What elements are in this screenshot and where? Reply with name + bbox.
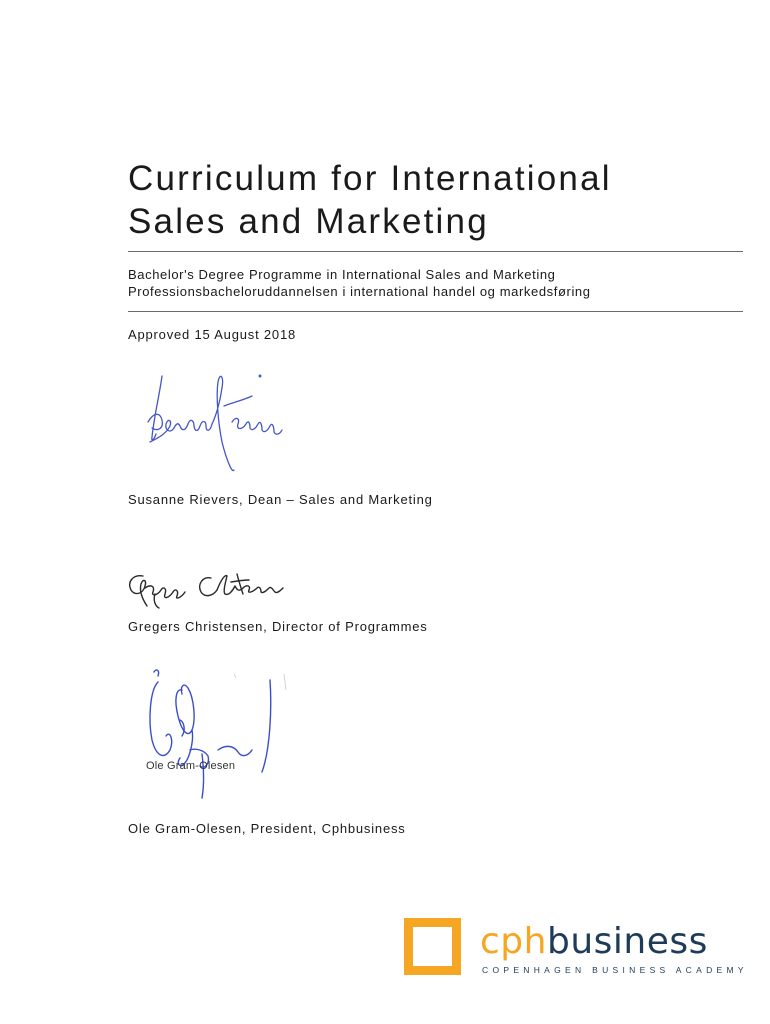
logo-tagline: COPENHAGEN BUSINESS ACADEMY xyxy=(482,965,748,975)
signature-image-1 xyxy=(140,362,290,477)
signatory-caption-3: Ole Gram-Olesen, President, Cphbusiness xyxy=(128,821,406,836)
document-title xyxy=(128,157,728,243)
signature-image-3 xyxy=(130,660,300,805)
subtitle-divider xyxy=(128,311,743,312)
signature-stamp-3: Ole Gram-Olesen xyxy=(146,760,236,772)
logo-wordmark xyxy=(480,922,708,962)
signatory-caption-2: Gregers Christensen, Director of Programmes xyxy=(128,619,428,634)
subtitle-danish: Professionsbacheloruddannelsen i international handel og markedsføring xyxy=(128,284,591,299)
logo-word-business: business xyxy=(546,921,708,962)
subtitle-english: Bachelor's Degree Programme in International Sales and Marketing xyxy=(128,267,556,282)
signature-image-2 xyxy=(125,566,285,611)
approval-date: Approved 15 August 2018 xyxy=(128,327,297,342)
title-divider xyxy=(128,251,743,252)
signatory-caption-1: Susanne Rievers, Dean – Sales and Marketing xyxy=(128,492,433,507)
title-line-2: Sales and Marketing xyxy=(128,202,489,241)
title-line-1: Curriculum for International xyxy=(128,159,612,198)
cphbusiness-logo xyxy=(404,918,748,978)
logo-word-cph: cph xyxy=(480,921,547,962)
logo-square-icon xyxy=(404,918,461,975)
